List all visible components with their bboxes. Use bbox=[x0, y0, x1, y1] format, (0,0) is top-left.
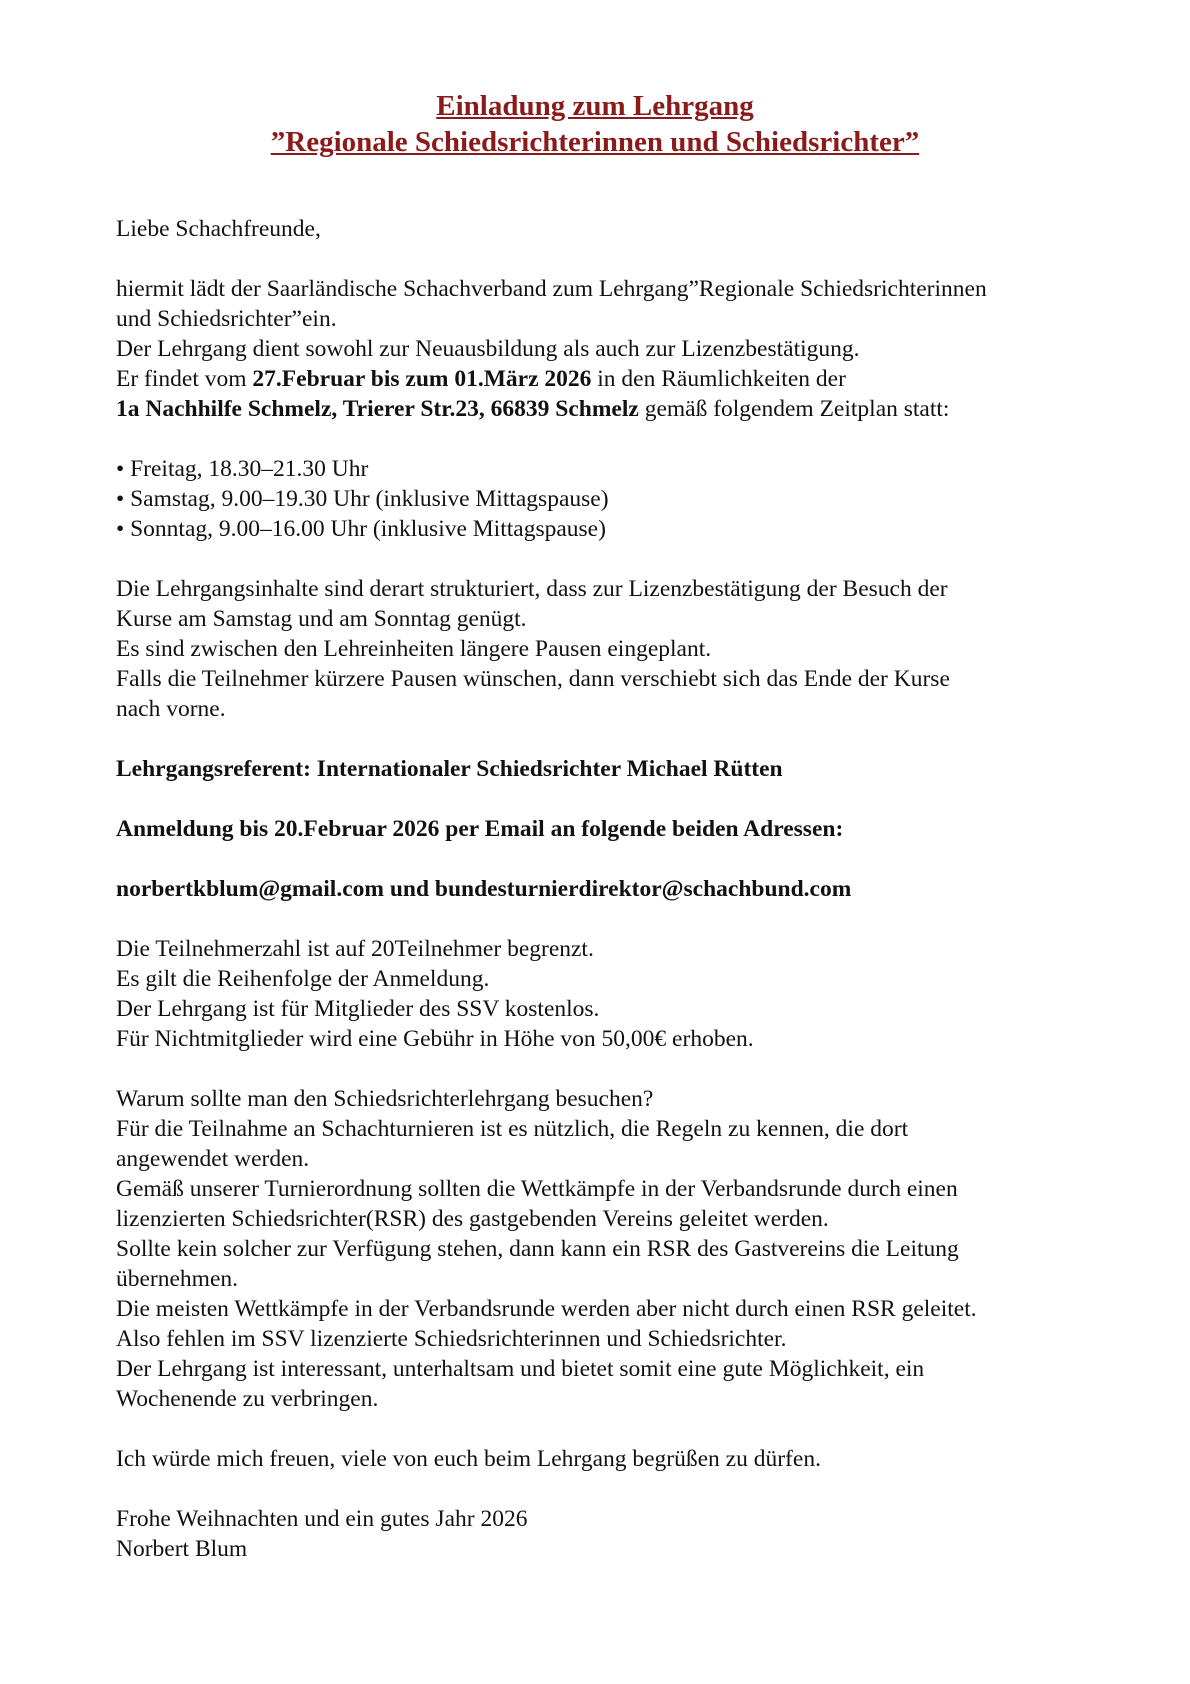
why-line: Sollte kein solcher zur Verfügung stehen, dann kann ein RSR des Gastvereins die Leitung bbox=[116, 1236, 959, 1262]
why-line: Warum sollte man den Schiedsrichterlehrgang besuchen? bbox=[116, 1086, 654, 1112]
participants-paragraph bbox=[116, 934, 1096, 1054]
participants-line: Für Nichtmitglieder wird eine Gebühr in Höhe von 50,00€ erhoben. bbox=[116, 1026, 754, 1052]
greeting: Liebe Schachfreunde, bbox=[116, 216, 321, 242]
document-title: Einladung zum Lehrgang bbox=[436, 90, 754, 122]
signoff bbox=[116, 1504, 1096, 1564]
why-line: Der Lehrgang ist interessant, unterhaltsam und bietet somit eine gute Möglichkeit, ein bbox=[116, 1356, 925, 1382]
content-line: Falls die Teilnehmer kürzere Pausen wünschen, dann verschiebt sich das Ende der Kurse bbox=[116, 666, 950, 692]
content-paragraph bbox=[116, 574, 1096, 724]
why-line: Gemäß unserer Turnierordnung sollten die Wettkämpfe in der Verbandsrunde durch einen bbox=[116, 1176, 958, 1202]
intro-text: gemäß folgendem Zeitplan statt: bbox=[638, 396, 950, 422]
intro-line: und Schiedsrichter”ein. bbox=[116, 306, 337, 332]
registration-deadline: Anmeldung bis 20.Februar 2026 per Email an folgende beiden Adressen: bbox=[116, 816, 844, 842]
registration-line bbox=[116, 814, 1096, 844]
why-line: Für die Teilnahme an Schachturnieren ist es nützlich, die Regeln zu kennen, die dort bbox=[116, 1116, 909, 1142]
why-line: Wochenende zu verbringen. bbox=[116, 1386, 379, 1412]
email-addresses[interactable]: norbertkblum@gmail.com und bundesturnierdirektor@schachbund.com bbox=[116, 876, 852, 902]
intro-line: hiermit lädt der Saarländische Schachverband zum Lehrgang”Regionale Schiedsrichterinnen bbox=[116, 276, 987, 302]
participants-line: Der Lehrgang ist für Mitglieder des SSV kostenlos. bbox=[116, 996, 600, 1022]
why-line: Die meisten Wettkämpfe in der Verbandsrunde werden aber nicht durch einen RSR geleitet. bbox=[116, 1296, 977, 1322]
signoff-greeting: Frohe Weihnachten und ein gutes Jahr 2026 bbox=[116, 1506, 528, 1532]
schedule-item: • Sonntag, 9.00–16.00 Uhr (inklusive Mittagspause) bbox=[116, 516, 606, 542]
document-subtitle: ”Regionale Schiedsrichterinnen und Schiedsrichter” bbox=[270, 126, 920, 158]
intro-venue-line bbox=[116, 394, 1096, 424]
referent: Lehrgangsreferent: Internationaler Schiedsrichter Michael Rütten bbox=[116, 756, 783, 782]
why-line: lizenzierten Schiedsrichter(RSR) des gastgebenden Vereins geleitet werden. bbox=[116, 1206, 829, 1232]
content-line: Es sind zwischen den Lehreinheiten längere Pausen eingeplant. bbox=[116, 636, 712, 662]
why-line: Also fehlen im SSV lizenzierte Schiedsrichterinnen und Schiedsrichter. bbox=[116, 1326, 787, 1352]
intro-text: in den Räumlichkeiten der bbox=[591, 366, 846, 392]
content-line: Die Lehrgangsinhalte sind derart strukturiert, dass zur Lizenzbestätigung der Besuch der bbox=[116, 576, 948, 602]
closing-line: Ich würde mich freuen, viele von euch beim Lehrgang begrüßen zu dürfen. bbox=[116, 1446, 821, 1472]
signoff-name: Norbert Blum bbox=[116, 1536, 248, 1562]
intro-line: Der Lehrgang dient sowohl zur Neuausbildung als auch zur Lizenzbestätigung. bbox=[116, 336, 860, 362]
course-venue: 1a Nachhilfe Schmelz, Trierer Str.23, 66839 Schmelz bbox=[116, 396, 639, 422]
intro-date-line bbox=[116, 364, 1096, 394]
participants-line: Es gilt die Reihenfolge der Anmeldung. bbox=[116, 966, 490, 992]
participants-line: Die Teilnehmerzahl ist auf 20Teilnehmer begrenzt. bbox=[116, 936, 594, 962]
intro-paragraph bbox=[116, 274, 1096, 424]
schedule-list bbox=[116, 454, 1096, 544]
content-line: Kurse am Samstag und am Sonntag genügt. bbox=[116, 606, 527, 632]
intro-text: Er findet vom bbox=[116, 366, 253, 392]
content-line: nach vorne. bbox=[116, 696, 226, 722]
letter-body bbox=[116, 214, 1096, 1564]
course-dates: 27.Februar bis zum 01.März 2026 bbox=[252, 366, 592, 392]
why-line: angewendet werden. bbox=[116, 1146, 310, 1172]
referent-line bbox=[116, 754, 1096, 784]
why-paragraph bbox=[116, 1084, 1096, 1414]
email-line bbox=[116, 874, 1096, 904]
schedule-item: • Freitag, 18.30–21.30 Uhr bbox=[116, 456, 369, 482]
why-line: übernehmen. bbox=[116, 1266, 239, 1292]
schedule-item: • Samstag, 9.00–19.30 Uhr (inklusive Mittagspause) bbox=[116, 486, 609, 512]
